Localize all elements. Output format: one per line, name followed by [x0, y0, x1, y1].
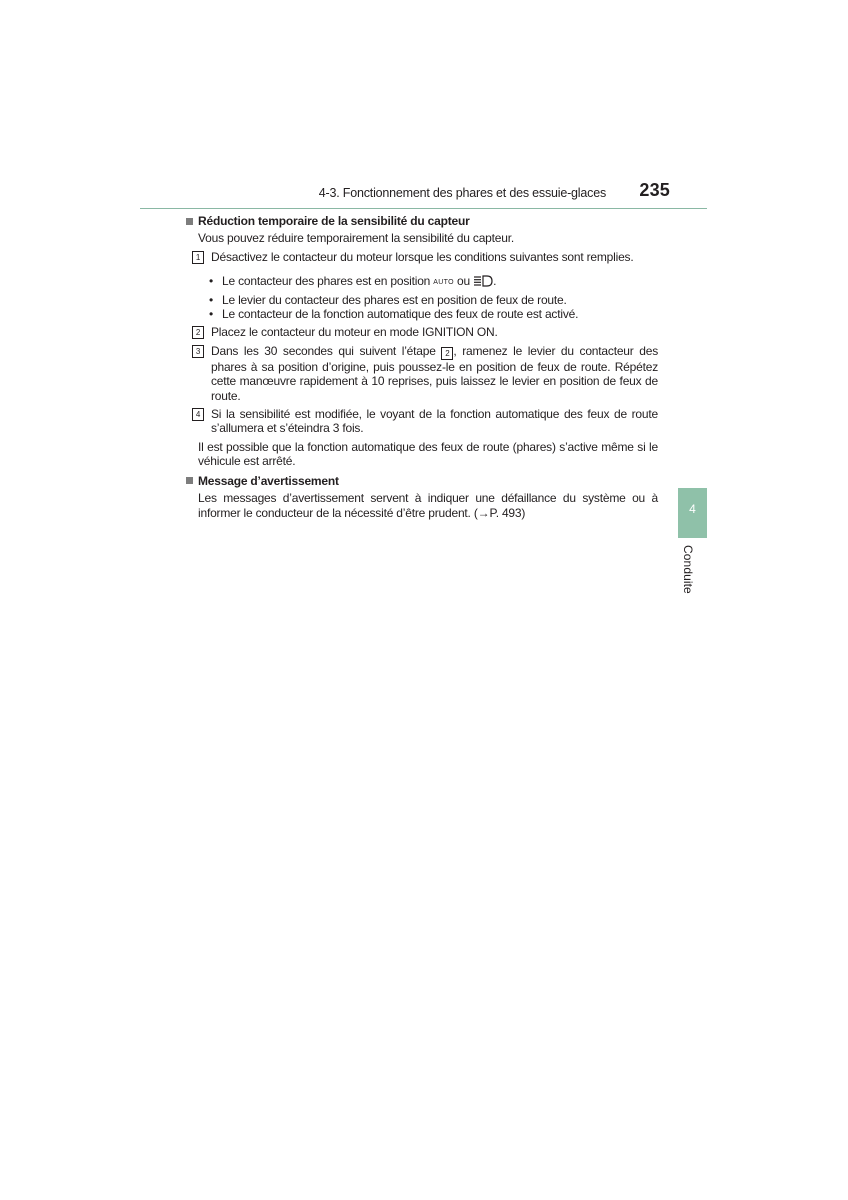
- step-number-box: 3: [192, 345, 204, 358]
- page-number: 235: [639, 180, 670, 200]
- chapter-number: 4: [689, 502, 696, 516]
- square-bullet-icon: [186, 218, 193, 225]
- step-text: Placez le contacteur du moteur en mode IGNITION ON.: [211, 325, 498, 340]
- step-text: Si la sensibilité est modifiée, le voyant de la fonction automatique des feux de route s’allumera et s’éteindra 3 fois.: [211, 407, 658, 436]
- step-number-box: 4: [192, 408, 204, 421]
- intro-paragraph: Vous pouvez réduire temporairement la sensibilité du capteur.: [198, 231, 514, 246]
- auto-icon: AUTO: [433, 279, 454, 287]
- step-1: [186, 250, 658, 264]
- section-title-text: Message d’avertissement: [198, 473, 339, 488]
- step-text: Dans les 30 secondes qui suivent l’étape 2 , ramenez le levier du contacteur des phares à sa position d’origine, puis poussez-le en position de feux de route. Répétez cette manœuvre rapidement à 10 reprises, puis laissez le levier en position de feux de route.: [211, 343, 658, 403]
- page-reference-link[interactable]: P. 493: [489, 505, 522, 520]
- step-number-box: 2: [192, 326, 204, 339]
- list-item: • Le levier du contacteur des phares est en position de feux de route.: [209, 292, 567, 307]
- step-number-box: 1: [192, 251, 204, 264]
- conditions-list: [186, 274, 658, 321]
- step-3: [186, 344, 658, 403]
- section-title-sensitivity: [186, 214, 658, 228]
- arrow-icon: →: [477, 505, 490, 520]
- step-reference-box: 2: [441, 347, 453, 360]
- high-beam-icon: [473, 275, 493, 290]
- note-paragraph: Il est possible que la fonction automatique des feux de route (phares) s’active même si le véhicule est arrêté.: [198, 439, 658, 469]
- main-content: [186, 214, 658, 520]
- step-4: [186, 407, 658, 436]
- page-header: [140, 178, 707, 209]
- square-bullet-icon: [186, 477, 193, 484]
- warning-paragraph: Les messages d’avertissement servent à indiquer une défaillance du système ou à informer le conducteur de la nécessité d’être prudent. (→P. 493): [198, 491, 658, 520]
- step-2: [186, 325, 658, 339]
- section-title-warning: [186, 474, 658, 488]
- list-item: • Le contacteur des phares est en position AUTO ou .: [209, 274, 658, 290]
- step-text: Désactivez le contacteur du moteur lorsque les conditions suivantes sont remplies.: [211, 249, 634, 264]
- section-heading: 4-3. Fonctionnement des phares et des essuie-glaces: [318, 186, 606, 200]
- list-item: • Le contacteur de la fonction automatique des feux de route est activé.: [209, 307, 579, 322]
- section-title-text: Réduction temporaire de la sensibilité du capteur: [198, 214, 470, 228]
- chapter-label: Conduite: [681, 545, 695, 594]
- chapter-tab[interactable]: [678, 488, 707, 538]
